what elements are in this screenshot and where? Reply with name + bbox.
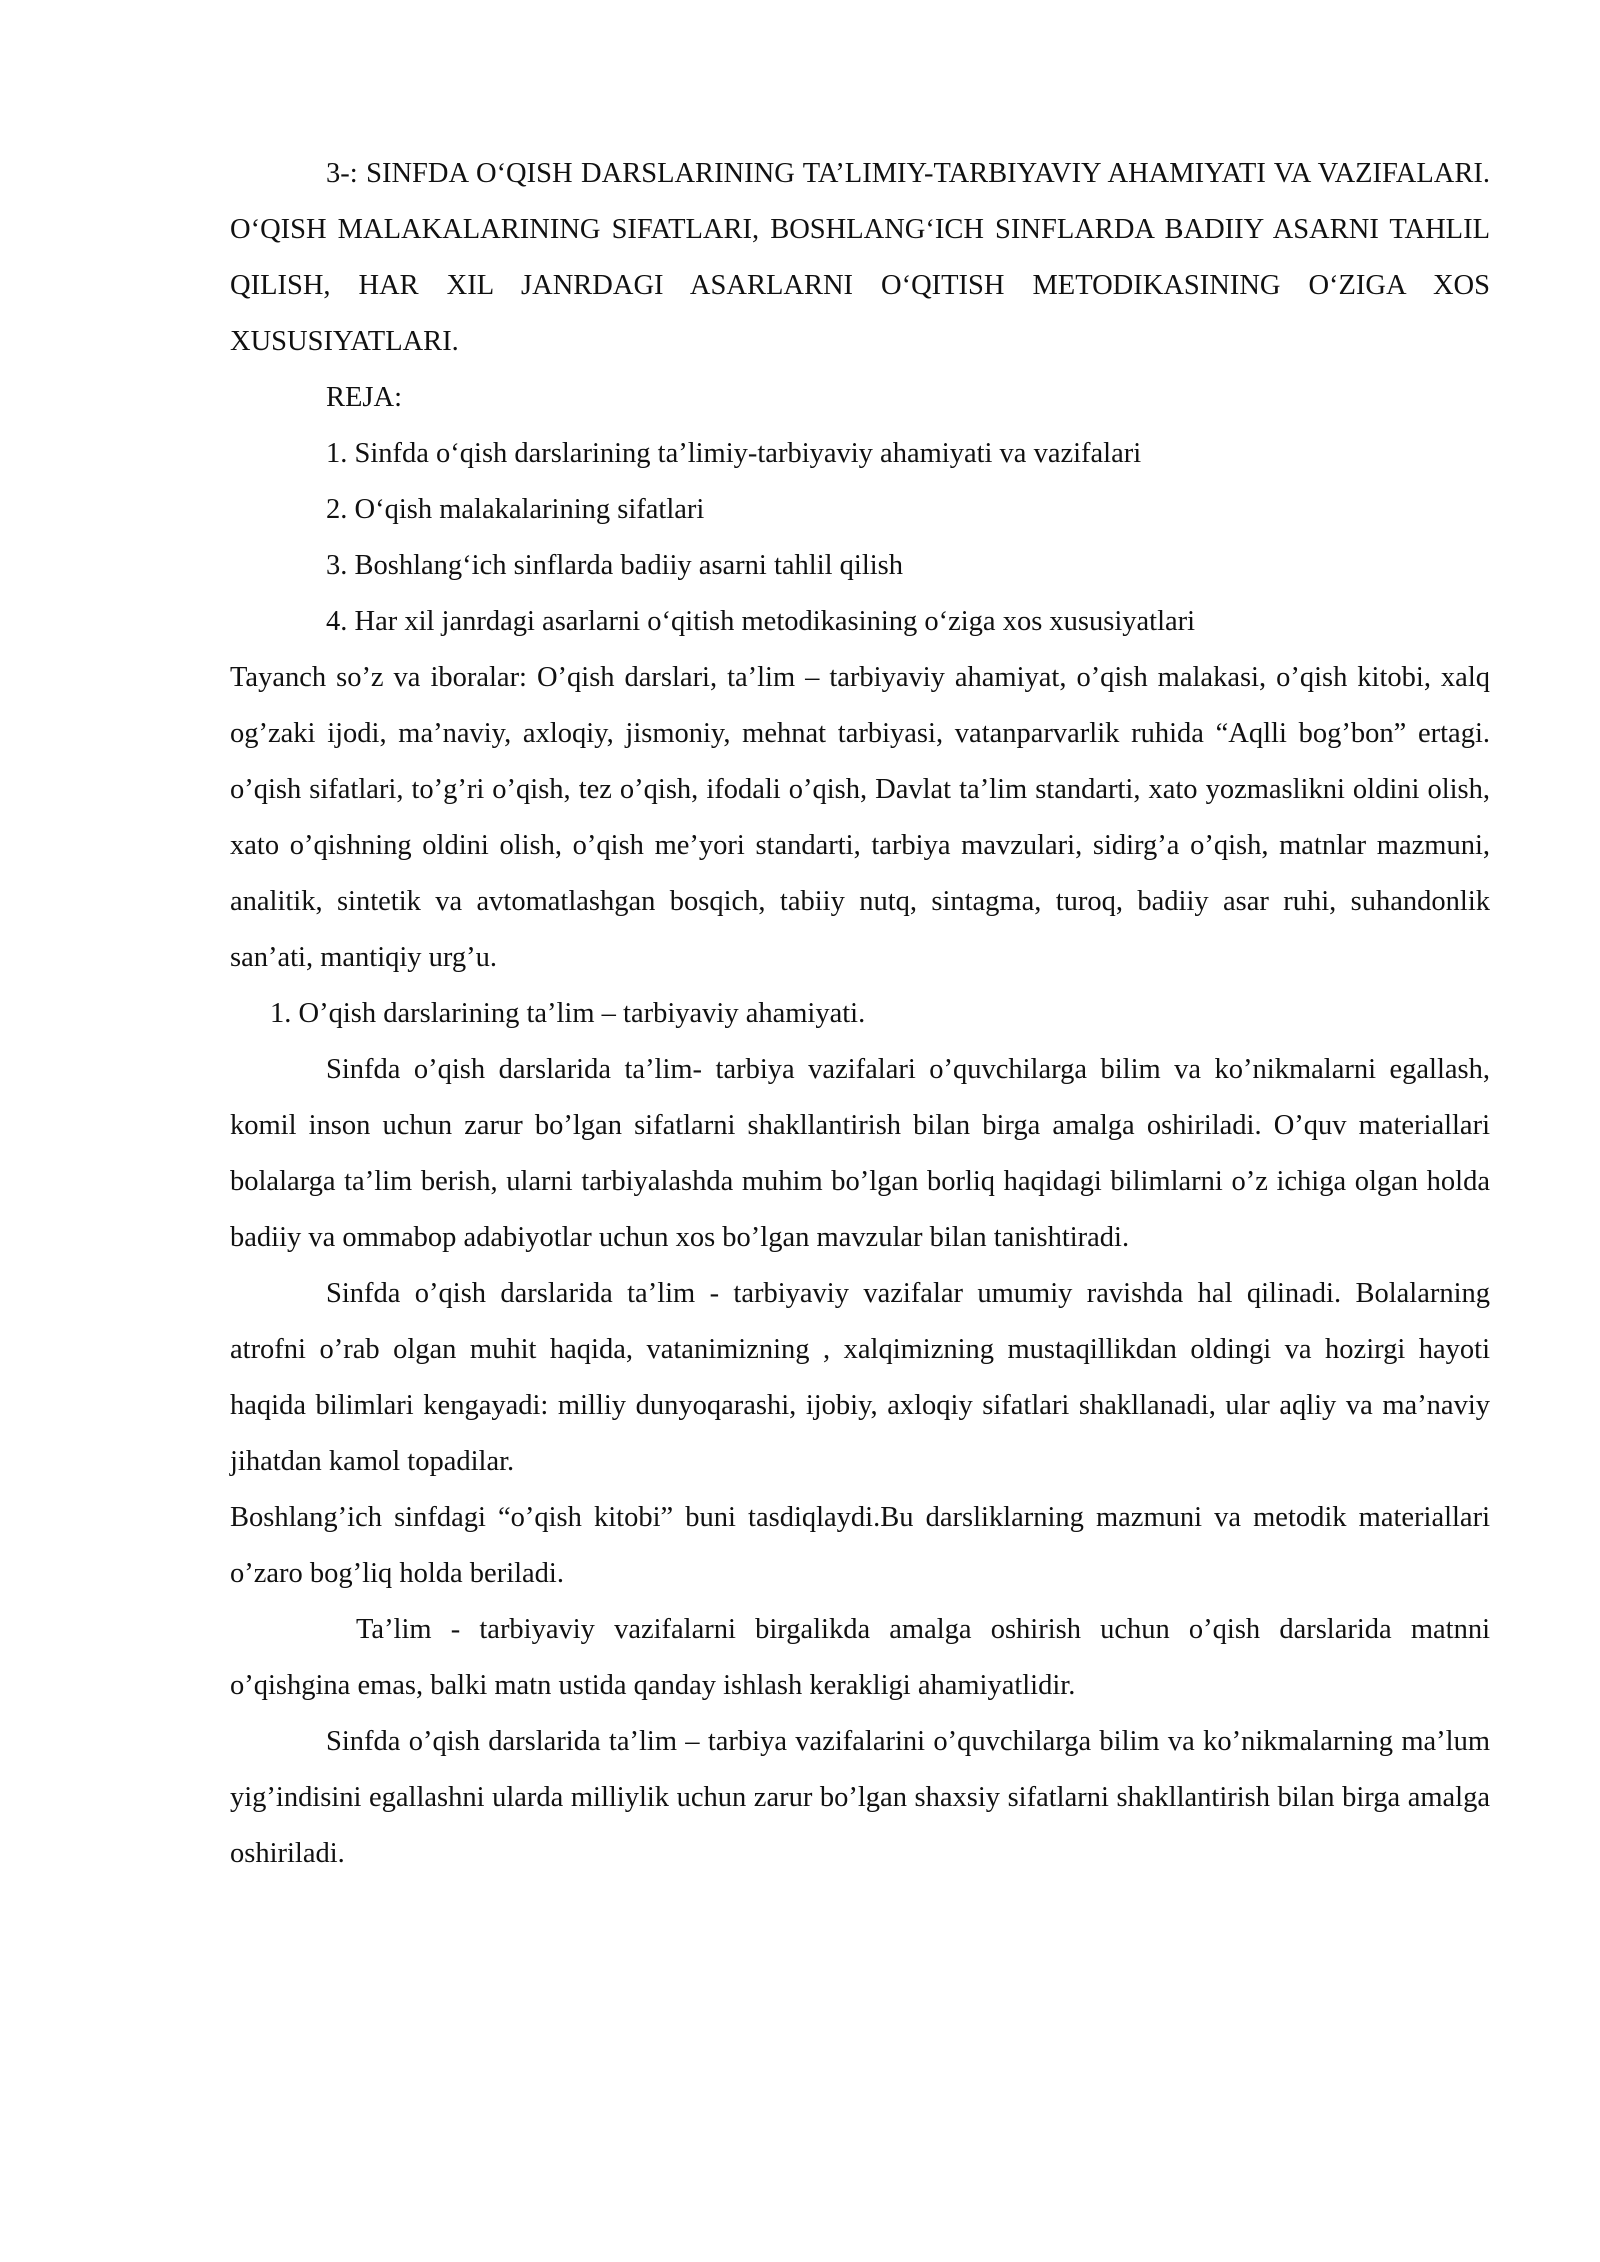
plan-item-3: 3. Boshlang‘ich sinflarda badiiy asarni tahlil qilish [326,550,904,581]
plan-item-2: 2. O‘qish malakalarining sifatlari [326,494,705,525]
body-paragraph-2: Sinfda o’qish darslarida ta’lim - tarbiyaviy vazifalar umumiy ravishda hal qilinadi. Bolalarning atrofni o’rab olgan muhit haqida, vatanimizning , xalqimizning mustaqillikdan oldingi va hozirgi hayoti haqida bilimlari kengayadi: milliy dunyoqarashi, ijobiy, axloqiy sifatlari shakllanadi, ular aqliy va ma’naviy jihatdan kamol topadilar. [230,1278,1490,1477]
body-paragraph-3: Boshlang’ich sinfdagi “o’qish kitobi” buni tasdiqlaydi.Bu darsliklarning mazmuni va metodik materiallari o’zaro bog’liq holda beriladi. [230,1502,1490,1589]
body-paragraph-4: Ta’lim - tarbiyaviy vazifalarni birgalikda amalga oshirish uchun o’qish darslarida matnni o’qishgina emas, balki matn ustida qanday ishlash kerakligi ahamiyatlidir. [230,1614,1490,1701]
section-heading: 1. O’qish darslarining ta’lim – tarbiyaviy ahamiyati. [270,998,866,1029]
document-page [230,146,1490,1882]
body-paragraph-5: Sinfda o’qish darslarida ta’lim – tarbiya vazifalarini o’quvchilarga bilim va ko’nikmalarning ma’lum yig’indisini egallashni ularda milliylik uchun zarur bo’lgan shaxsiy sifatlarni shakllantirish bilan birga amalga oshiriladi. [230,1726,1490,1869]
document-title: 3-: SINFDA O‘QISH DARSLARINING TA’LIMIY-TARBIYAVIY AHAMIYATI VA VAZIFALARI. O‘QISH MALAKALARINING SIFATLARI, BOSHLANG‘ICH SINFLARDA BADIIY ASARNI TAHLIL QILISH, HAR XIL JANRDAGI ASARLARNI O‘QITISH METODIKASINING O‘ZIGA XOS XUSUSIYATLARI. [230,158,1490,357]
body-paragraph-1: Sinfda o’qish darslarida ta’lim- tarbiya vazifalari o’quvchilarga bilim va ko’nikmalarni egallash, komil inson uchun zarur bo’lgan sifatlarni shakllantirish bilan birga amalga oshiriladi. O’quv materiallari bolalarga ta’lim berish, ularni tarbiyalashda muhim bo’lgan borliq haqidagi bilimlarni o’z ichiga olgan holda badiiy va ommabop adabiyotlar uchun xos bo’lgan mavzular bilan tanishtiradi. [230,1054,1490,1253]
plan-item-4: 4. Har xil janrdagi asarlarni o‘qitish metodikasining o‘ziga xos xususiyatlari [326,606,1196,637]
keywords-paragraph: Tayanch so’z va iboralar: O’qish darslari, ta’lim – tarbiyaviy ahamiyat, o’qish malakasi, o’qish kitobi, xalq og’zaki ijodi, ma’naviy, axloqiy, jismoniy, mehnat tarbiyasi, vatanparvarlik ruhida “Aqlli bog’bon” ertagi. o’qish sifatlari, to’g’ri o’qish, tez o’qish, ifodali o’qish, Davlat ta’lim standarti, xato yozmaslikni oldini olish, xato o’qishning oldini olish, o’qish me’yori standarti, tarbiya mavzulari, sidirg’a o’qish, matnlar mazmuni, analitik, sintetik va avtomatlashgan bosqich, tabiiy nutq, sintagma, turoq, badiiy asar ruhi, suhandonlik san’ati, mantiqiy urg’u. [230,662,1490,973]
plan-item-1: 1. Sinfda o‘qish darslarining ta’limiy-tarbiyaviy ahamiyati va vazifalari [326,438,1142,469]
plan-label: REJA: [326,382,403,413]
